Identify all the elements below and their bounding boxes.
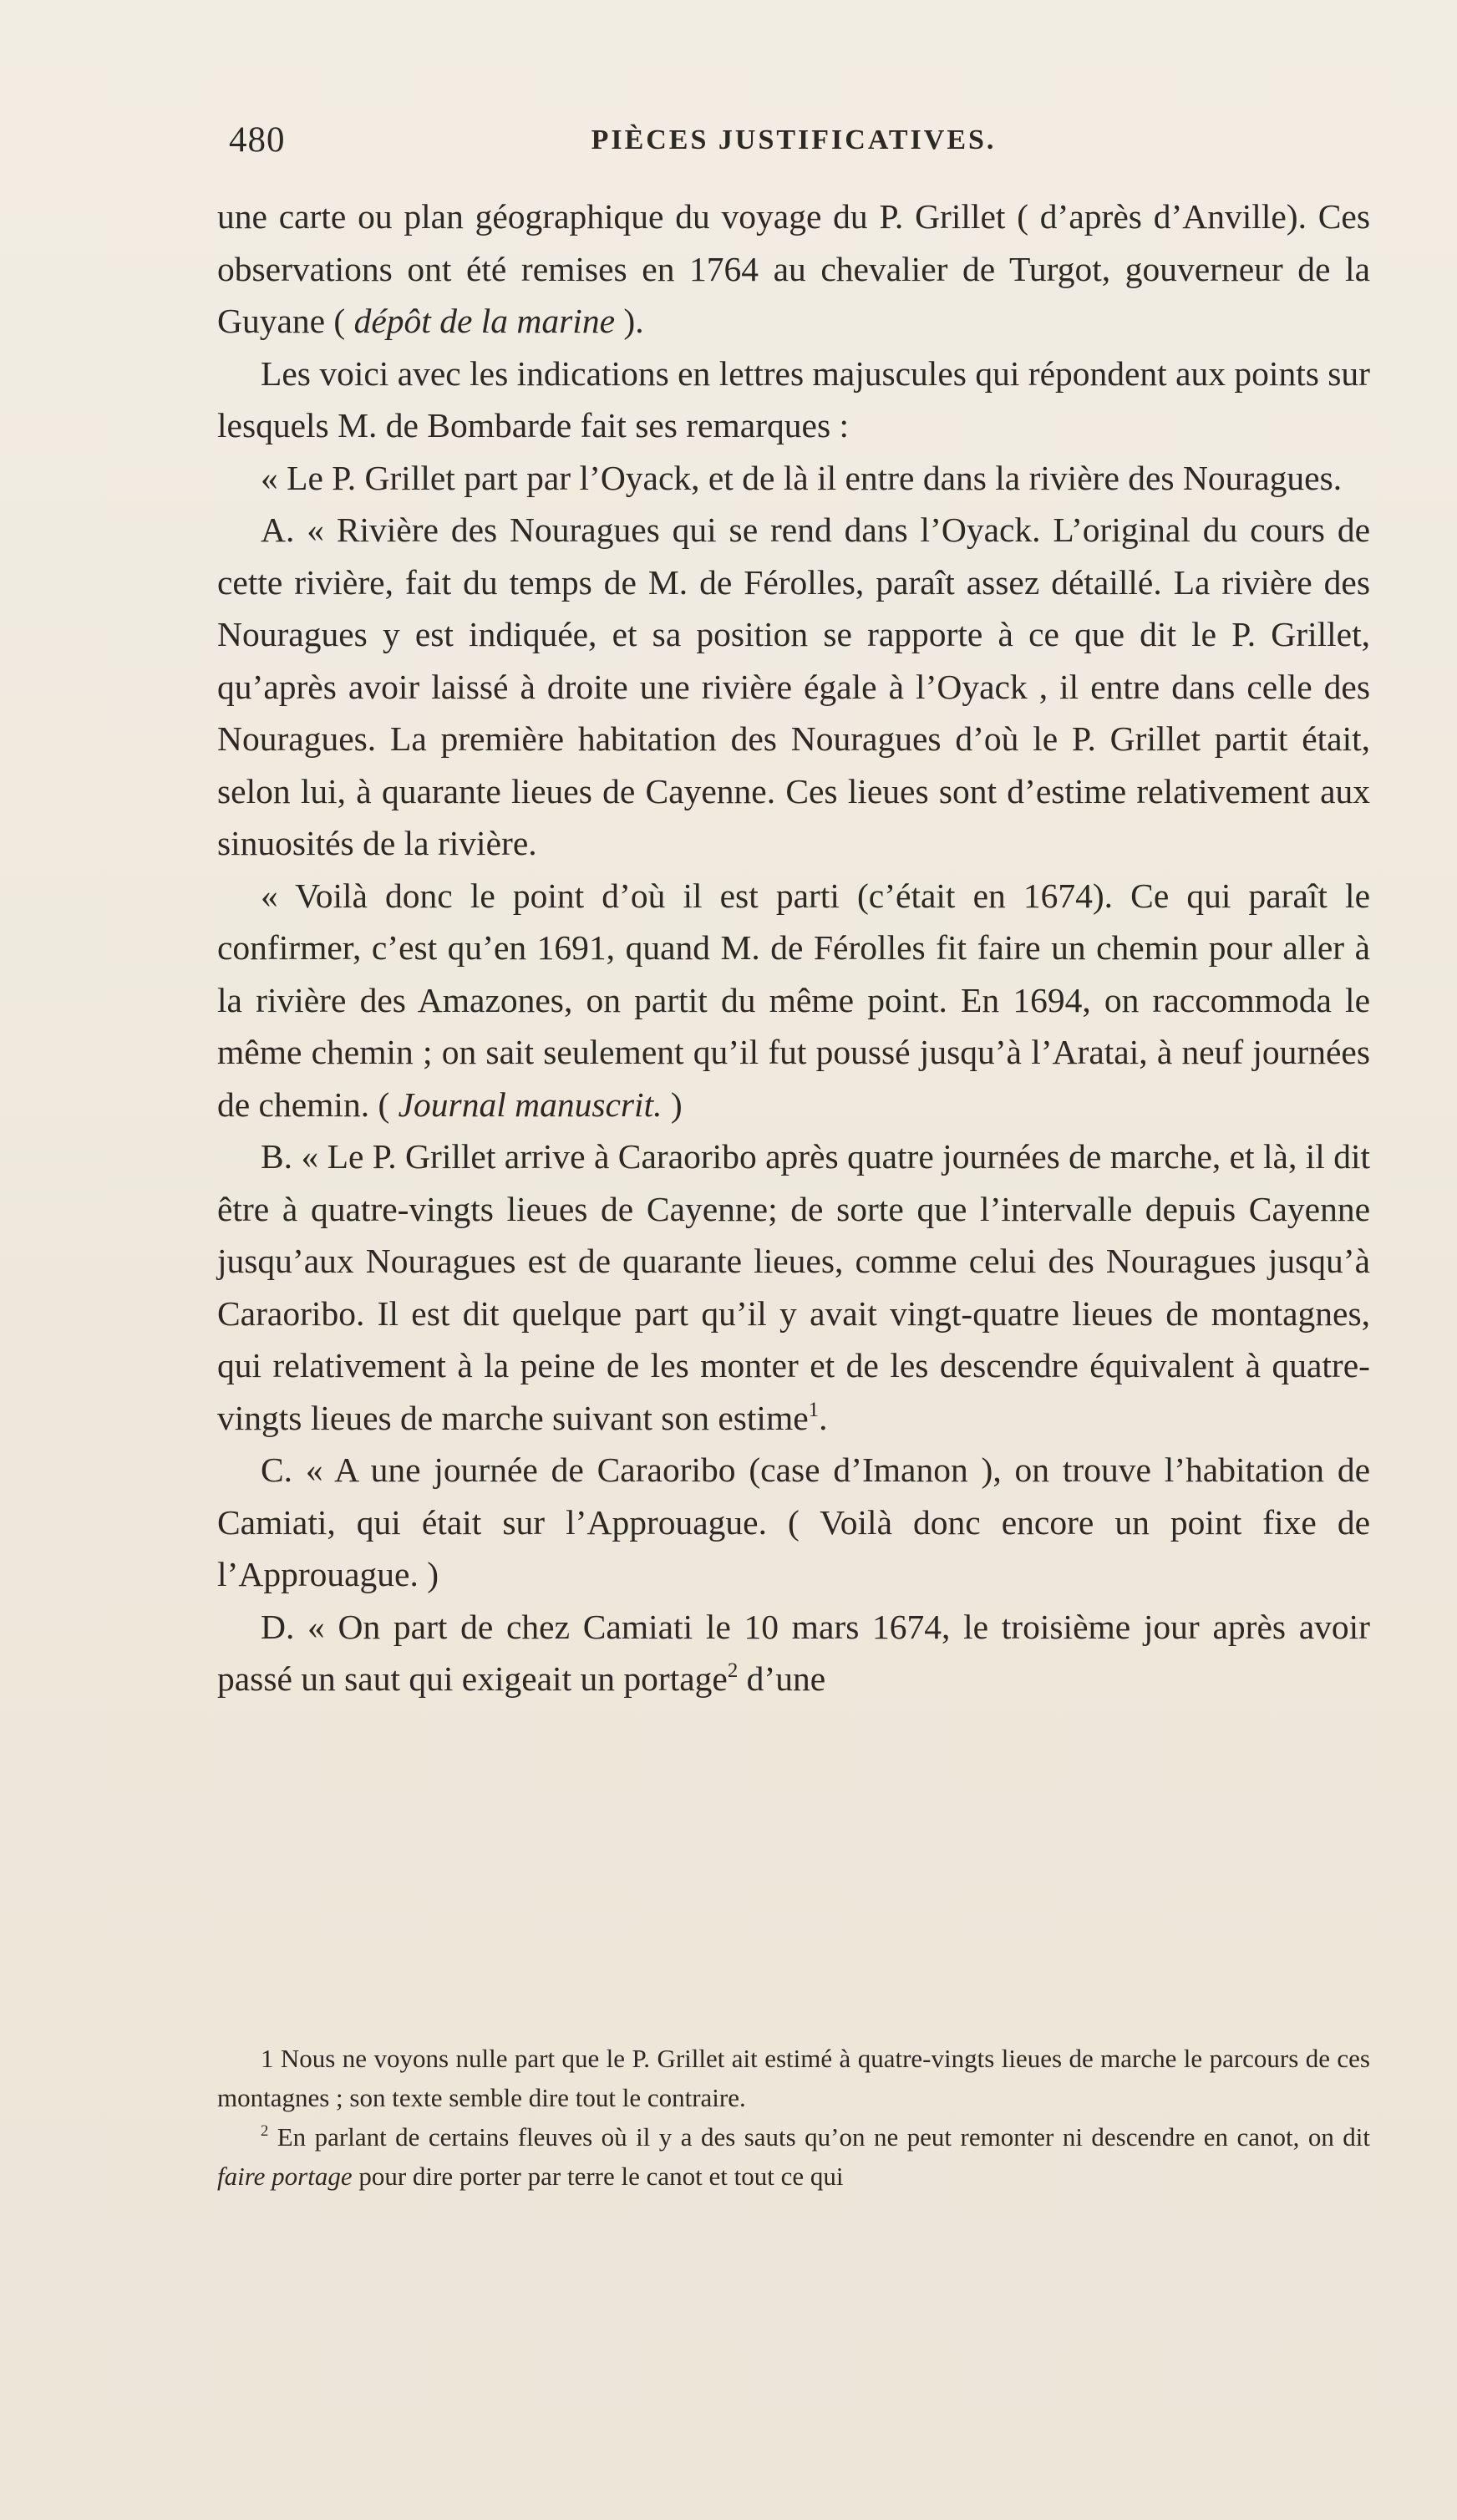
paragraph-8-text: D. « On part de chez Camiati le 10 mars 1674, le troisième jour après avoir passé un saut qui exigeait un portage	[217, 1607, 1370, 1698]
footnote-2	[217, 2117, 1370, 2196]
footnote-1-mark: 1	[261, 2044, 274, 2073]
paragraph-6-text: B. « Le P. Grillet arrive à Caraoribo après quatre journées de marche, et là, il dit être à quatre-vingts lieues de Cayenne; de sorte que l’intervalle depuis Cayenne jusqu’aux Nouragues est de quarante lieues, comme celui des Nouragues jusqu’à Caraoribo. Il est dit quelque part qu’il y avait vingt-quatre lieues de montagnes, qui relativement à la peine de les monter et de les descendre équivalent à quatre-vingts lieues de marche suivant son estime	[217, 1137, 1370, 1437]
paragraph-8-tail: d’une	[738, 1659, 826, 1698]
page-header	[217, 115, 1370, 165]
paragraph-5	[217, 870, 1370, 1131]
footnote-2-text: En parlant de certains fleuves où il y a des sauts qu’on ne peut remonter ni descendre en canot, on dit	[268, 2122, 1370, 2152]
footnote-1-text: Nous ne voyons nulle part que le P. Grillet ait estimé à quatre-vingts lieues de marche le parcours de ces montagnes ; son texte semble dire tout le contraire.	[217, 2044, 1370, 2112]
paragraph-2: Les voici avec les indications en lettres majuscules qui répondent aux points sur lesquels M. de Bombarde fait ses remarques :	[217, 353, 1370, 445]
paragraph-1-tail: ).	[615, 302, 644, 340]
paragraph-6-tail: .	[819, 1398, 828, 1437]
footnote-2-mark: 2	[261, 2121, 269, 2140]
paragraph-1	[217, 191, 1370, 348]
paragraph-1-text: une carte ou plan géographique du voyage du P. Grillet ( d’après d’Anville). Ces observations ont été remises en 1764 au chevalier de Turgot, gouverneur de la Guyane (	[217, 197, 1370, 340]
paragraph-8	[217, 1601, 1370, 1705]
footnotes	[217, 2039, 1370, 2196]
footnote-ref-2: 2	[727, 1659, 739, 1682]
footnote-2-tail: pour dire porter par terre le canot et tout ce qui	[352, 2162, 844, 2191]
footnote-1	[217, 2039, 1370, 2117]
page-number: 480	[229, 120, 286, 160]
paragraph-5-tail: )	[662, 1085, 683, 1124]
main-text	[217, 191, 1370, 1705]
paragraph-1-italic: dépôt de la marine	[353, 302, 615, 340]
footnote-ref-1: 1	[808, 1398, 820, 1421]
paragraph-3: « Le P. Grillet part par l’Oyack, et de là il entre dans la rivière des Nouragues.	[261, 458, 1343, 497]
paragraph-4: A. « Rivière des Nouragues qui se rend dans l’Oyack. L’original du cours de cette rivière, fait du temps de M. de Férolles, paraît assez détaillé. La rivière des Nouragues y est indiquée, et sa position se rapporte à ce que dit le P. Grillet, qu’après avoir laissé à droite une rivière égale à l’Oyack , il entre dans celle des Nouragues. La première habitation des Nouragues d’où le P. Grillet partit était, selon lui, à quarante lieues de Cayenne. Ces lieues sont d’estime relativement aux sinuosités de la rivière.	[217, 511, 1370, 862]
paragraph-6	[217, 1130, 1370, 1444]
running-title: PIÈCES JUSTIFICATIVES.	[591, 124, 997, 155]
footnote-2-italic: faire portage	[217, 2162, 353, 2191]
paragraph-5-italic: Journal manuscrit.	[398, 1085, 663, 1124]
paragraph-7: C. « A une journée de Caraoribo (case d’Imanon ), on trouve l’habitation de Camiati, qui était sur l’Approuague. ( Voilà donc encore un point fixe de l’Approuague. )	[217, 1451, 1370, 1593]
paragraph-5-text: « Voilà donc le point d’où il est parti (c’était en 1674). Ce qui paraît le confirmer, c’est qu’en 1691, quand M. de Férolles fit faire un chemin pour aller à la rivière des Amazones, on partit du même point. En 1694, on raccommoda le même chemin ; on sait seulement qu’il fut poussé jusqu’à l’Aratai, à neuf journées de chemin. (	[217, 876, 1370, 1124]
